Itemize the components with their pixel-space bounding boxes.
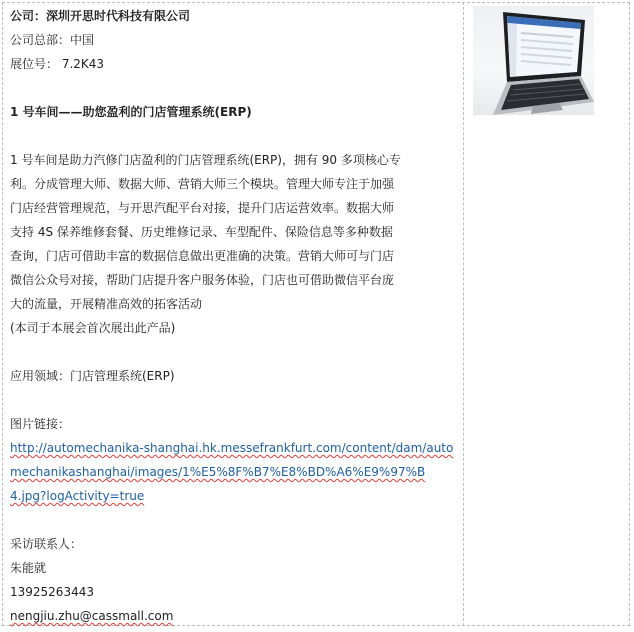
laptop-photo-icon [473,6,594,115]
booth-line: 展位号： 7.2K43 [10,57,105,71]
hq-line: 公司总部：中国 [10,33,95,47]
column-divider [463,2,464,626]
image-link[interactable]: http://automechanika-shanghai.hk.messefrankfurt.com/content/dam/auto [10,441,454,455]
contact-label: 采访联系人： [10,537,83,551]
description-line: 查询，门店可借助丰富的数据信息做出更准确的决策。营销大师可与门店 [10,249,395,263]
description-line: 利。分成管理大师、数据大师、营销大师三个模块。管理大师专注于加强 [10,177,395,191]
description-line: 1 号车间是助力汽修门店盈利的门店管理系统(ERP)，拥有 90 多项核心专 [10,153,401,167]
contact-email: nengjiu.zhu@cassmall.com [10,609,174,623]
image-link[interactable]: mechanikashanghai/images/1%E5%8F%B7%E8%BD%A6%E9%97%B [10,465,426,479]
description-line: 门店经营管理规范，与开思汽配平台对接，提升门店运营效率。数据大师 [10,201,395,215]
premiere-note: (本司于本展会首次展出此产品) [10,321,176,335]
product-title: 1 号车间——助您盈利的门店管理系统(ERP) [10,105,252,119]
company-line: 公司：深圳开思时代科技有限公司 [10,9,191,23]
application-line: 应用领域：门店管理系统(ERP) [10,369,175,383]
description-line: 大的流量，开展精准高效的拓客活动 [10,297,203,311]
contact-name: 朱能就 [10,561,47,575]
text-column [10,4,458,628]
image-link-label: 图片链接： [10,417,71,431]
description-line: 微信公众号对接，帮助门店提升客户服务体验，门店也可借助微信平台庞 [10,273,395,287]
image-link[interactable]: 4.jpg?logActivity=true [10,489,145,503]
contact-phone: 13925263443 [10,585,94,599]
description-line: 支持 4S 保养维修套餐、历史维修记录、车型配件、保险信息等多种数据 [10,225,393,239]
